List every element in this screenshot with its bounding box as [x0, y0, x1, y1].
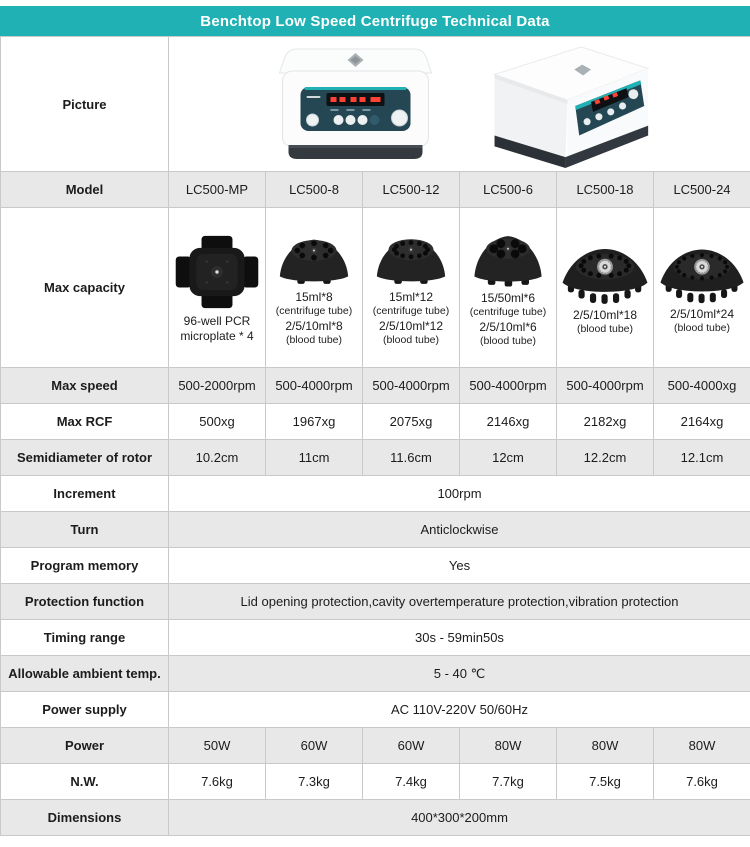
capacity-line: (blood tube)	[673, 322, 731, 335]
net-weight-label: N.W.	[1, 764, 169, 800]
timing-range-label: Timing range	[1, 620, 169, 656]
capacity-cell	[654, 208, 750, 368]
capacity-line: 2/5/10ml*8	[285, 318, 343, 333]
max-capacity-row	[1, 208, 750, 368]
capacity-line: microplate * 4	[180, 328, 254, 343]
timing-range-value: 30s - 59min50s	[169, 620, 750, 656]
capacity-cell	[363, 208, 460, 368]
protection-label: Protection function	[1, 584, 169, 620]
technical-data-table	[0, 36, 750, 836]
protection-value: Lid opening protection,cavity overtemperature protection,vibration protection	[169, 584, 750, 620]
capacity-line: 2/5/10ml*12	[378, 318, 444, 333]
model-cell: LC500-MP	[169, 172, 266, 208]
rotor-cross-swing-image	[174, 232, 260, 312]
capacity-line: (blood tube)	[576, 323, 634, 336]
max-rcf-label: Max RCF	[1, 404, 169, 440]
semidiameter-label: Semidiameter of rotor	[1, 440, 169, 476]
semidiameter-value: 12cm	[460, 440, 557, 476]
power-label: Power	[1, 728, 169, 764]
power-row	[1, 728, 750, 764]
ambient-temp-label: Allowable ambient temp.	[1, 656, 169, 692]
power-value: 80W	[654, 728, 750, 764]
capacity-line: 2/5/10ml*24	[669, 307, 735, 322]
power-value: 80W	[557, 728, 654, 764]
capacity-line: (blood tube)	[285, 333, 343, 346]
semidiameter-value: 12.1cm	[654, 440, 750, 476]
max-speed-value: 500-4000rpm	[363, 368, 460, 404]
net-weight-value: 7.6kg	[169, 764, 266, 800]
max-speed-row	[1, 368, 750, 404]
rotor-dome-12-image	[369, 228, 453, 288]
model-cell: LC500-8	[266, 172, 363, 208]
semidiameter-value: 12.2cm	[557, 440, 654, 476]
capacity-line: 15/50ml*6	[480, 291, 536, 306]
increment-row	[1, 476, 750, 512]
power-value: 80W	[460, 728, 557, 764]
picture-row	[1, 37, 750, 172]
capacity-line: (centrifuge tube)	[372, 305, 450, 318]
max-speed-value: 500-4000rpm	[557, 368, 654, 404]
capacity-line: (centrifuge tube)	[275, 305, 353, 318]
net-weight-row	[1, 764, 750, 800]
power-value: 50W	[169, 728, 266, 764]
net-weight-value: 7.7kg	[460, 764, 557, 800]
timing-range-row	[1, 620, 750, 656]
centrifuge-angled-view-image	[461, 39, 661, 169]
max-rcf-value: 1967xg	[266, 404, 363, 440]
max-rcf-value: 500xg	[169, 404, 266, 440]
power-value: 60W	[266, 728, 363, 764]
power-supply-value: AC 110V-220V 50/60Hz	[169, 692, 750, 728]
net-weight-value: 7.4kg	[363, 764, 460, 800]
model-cell: LC500-24	[654, 172, 750, 208]
max-speed-value: 500-2000rpm	[169, 368, 266, 404]
program-memory-label: Program memory	[1, 548, 169, 584]
program-memory-row	[1, 548, 750, 584]
capacity-cell	[460, 208, 557, 368]
capacity-line: 15ml*12	[388, 290, 434, 305]
capacity-cell	[169, 208, 266, 368]
ambient-temp-row	[1, 656, 750, 692]
rotor-disc-18-image	[559, 238, 651, 306]
semidiameter-value: 10.2cm	[169, 440, 266, 476]
program-memory-value: Yes	[169, 548, 750, 584]
max-rcf-value: 2182xg	[557, 404, 654, 440]
capacity-line: 15ml*8	[295, 290, 333, 305]
capacity-row-label: Max capacity	[1, 208, 169, 368]
capacity-line: 96-well PCR	[183, 313, 251, 328]
capacity-line: 2/5/10ml*6	[479, 319, 537, 334]
model-row	[1, 172, 750, 208]
model-row-label: Model	[1, 172, 169, 208]
model-cell: LC500-18	[557, 172, 654, 208]
model-cell: LC500-12	[363, 172, 460, 208]
max-rcf-value: 2164xg	[654, 404, 750, 440]
table-title: Benchtop Low Speed Centrifuge Technical Data	[200, 12, 550, 30]
max-rcf-row	[1, 404, 750, 440]
rotor-dome-8-image	[272, 228, 356, 288]
semidiameter-row	[1, 440, 750, 476]
rotor-disc-24-image	[657, 239, 747, 305]
increment-label: Increment	[1, 476, 169, 512]
capacity-cell	[557, 208, 654, 368]
max-speed-value: 500-4000xg	[654, 368, 750, 404]
ambient-temp-value: 5 - 40 ℃	[169, 656, 750, 692]
capacity-line: (blood tube)	[382, 333, 440, 346]
turn-label: Turn	[1, 512, 169, 548]
table-title-bar	[0, 6, 750, 36]
dimensions-label: Dimensions	[1, 800, 169, 836]
max-speed-value: 500-4000rpm	[460, 368, 557, 404]
picture-row-label: Picture	[1, 37, 169, 172]
protection-row	[1, 584, 750, 620]
picture-cell	[169, 37, 750, 172]
centrifuge-front-view-image	[258, 41, 453, 167]
power-supply-label: Power supply	[1, 692, 169, 728]
capacity-line: (centrifuge tube)	[469, 306, 547, 319]
turn-row	[1, 512, 750, 548]
dimensions-row	[1, 800, 750, 836]
semidiameter-value: 11cm	[266, 440, 363, 476]
max-rcf-value: 2146xg	[460, 404, 557, 440]
semidiameter-value: 11.6cm	[363, 440, 460, 476]
power-value: 60W	[363, 728, 460, 764]
dimensions-value: 400*300*200mm	[169, 800, 750, 836]
turn-value: Anticlockwise	[169, 512, 750, 548]
net-weight-value: 7.5kg	[557, 764, 654, 800]
net-weight-value: 7.6kg	[654, 764, 750, 800]
max-speed-value: 500-4000rpm	[266, 368, 363, 404]
max-speed-label: Max speed	[1, 368, 169, 404]
capacity-cell	[266, 208, 363, 368]
max-rcf-value: 2075xg	[363, 404, 460, 440]
capacity-line: 2/5/10ml*18	[572, 308, 638, 323]
capacity-line: (blood tube)	[479, 334, 537, 347]
power-supply-row	[1, 692, 750, 728]
increment-value: 100rpm	[169, 476, 750, 512]
rotor-dome-6-image	[466, 227, 550, 289]
model-cell: LC500-6	[460, 172, 557, 208]
net-weight-value: 7.3kg	[266, 764, 363, 800]
